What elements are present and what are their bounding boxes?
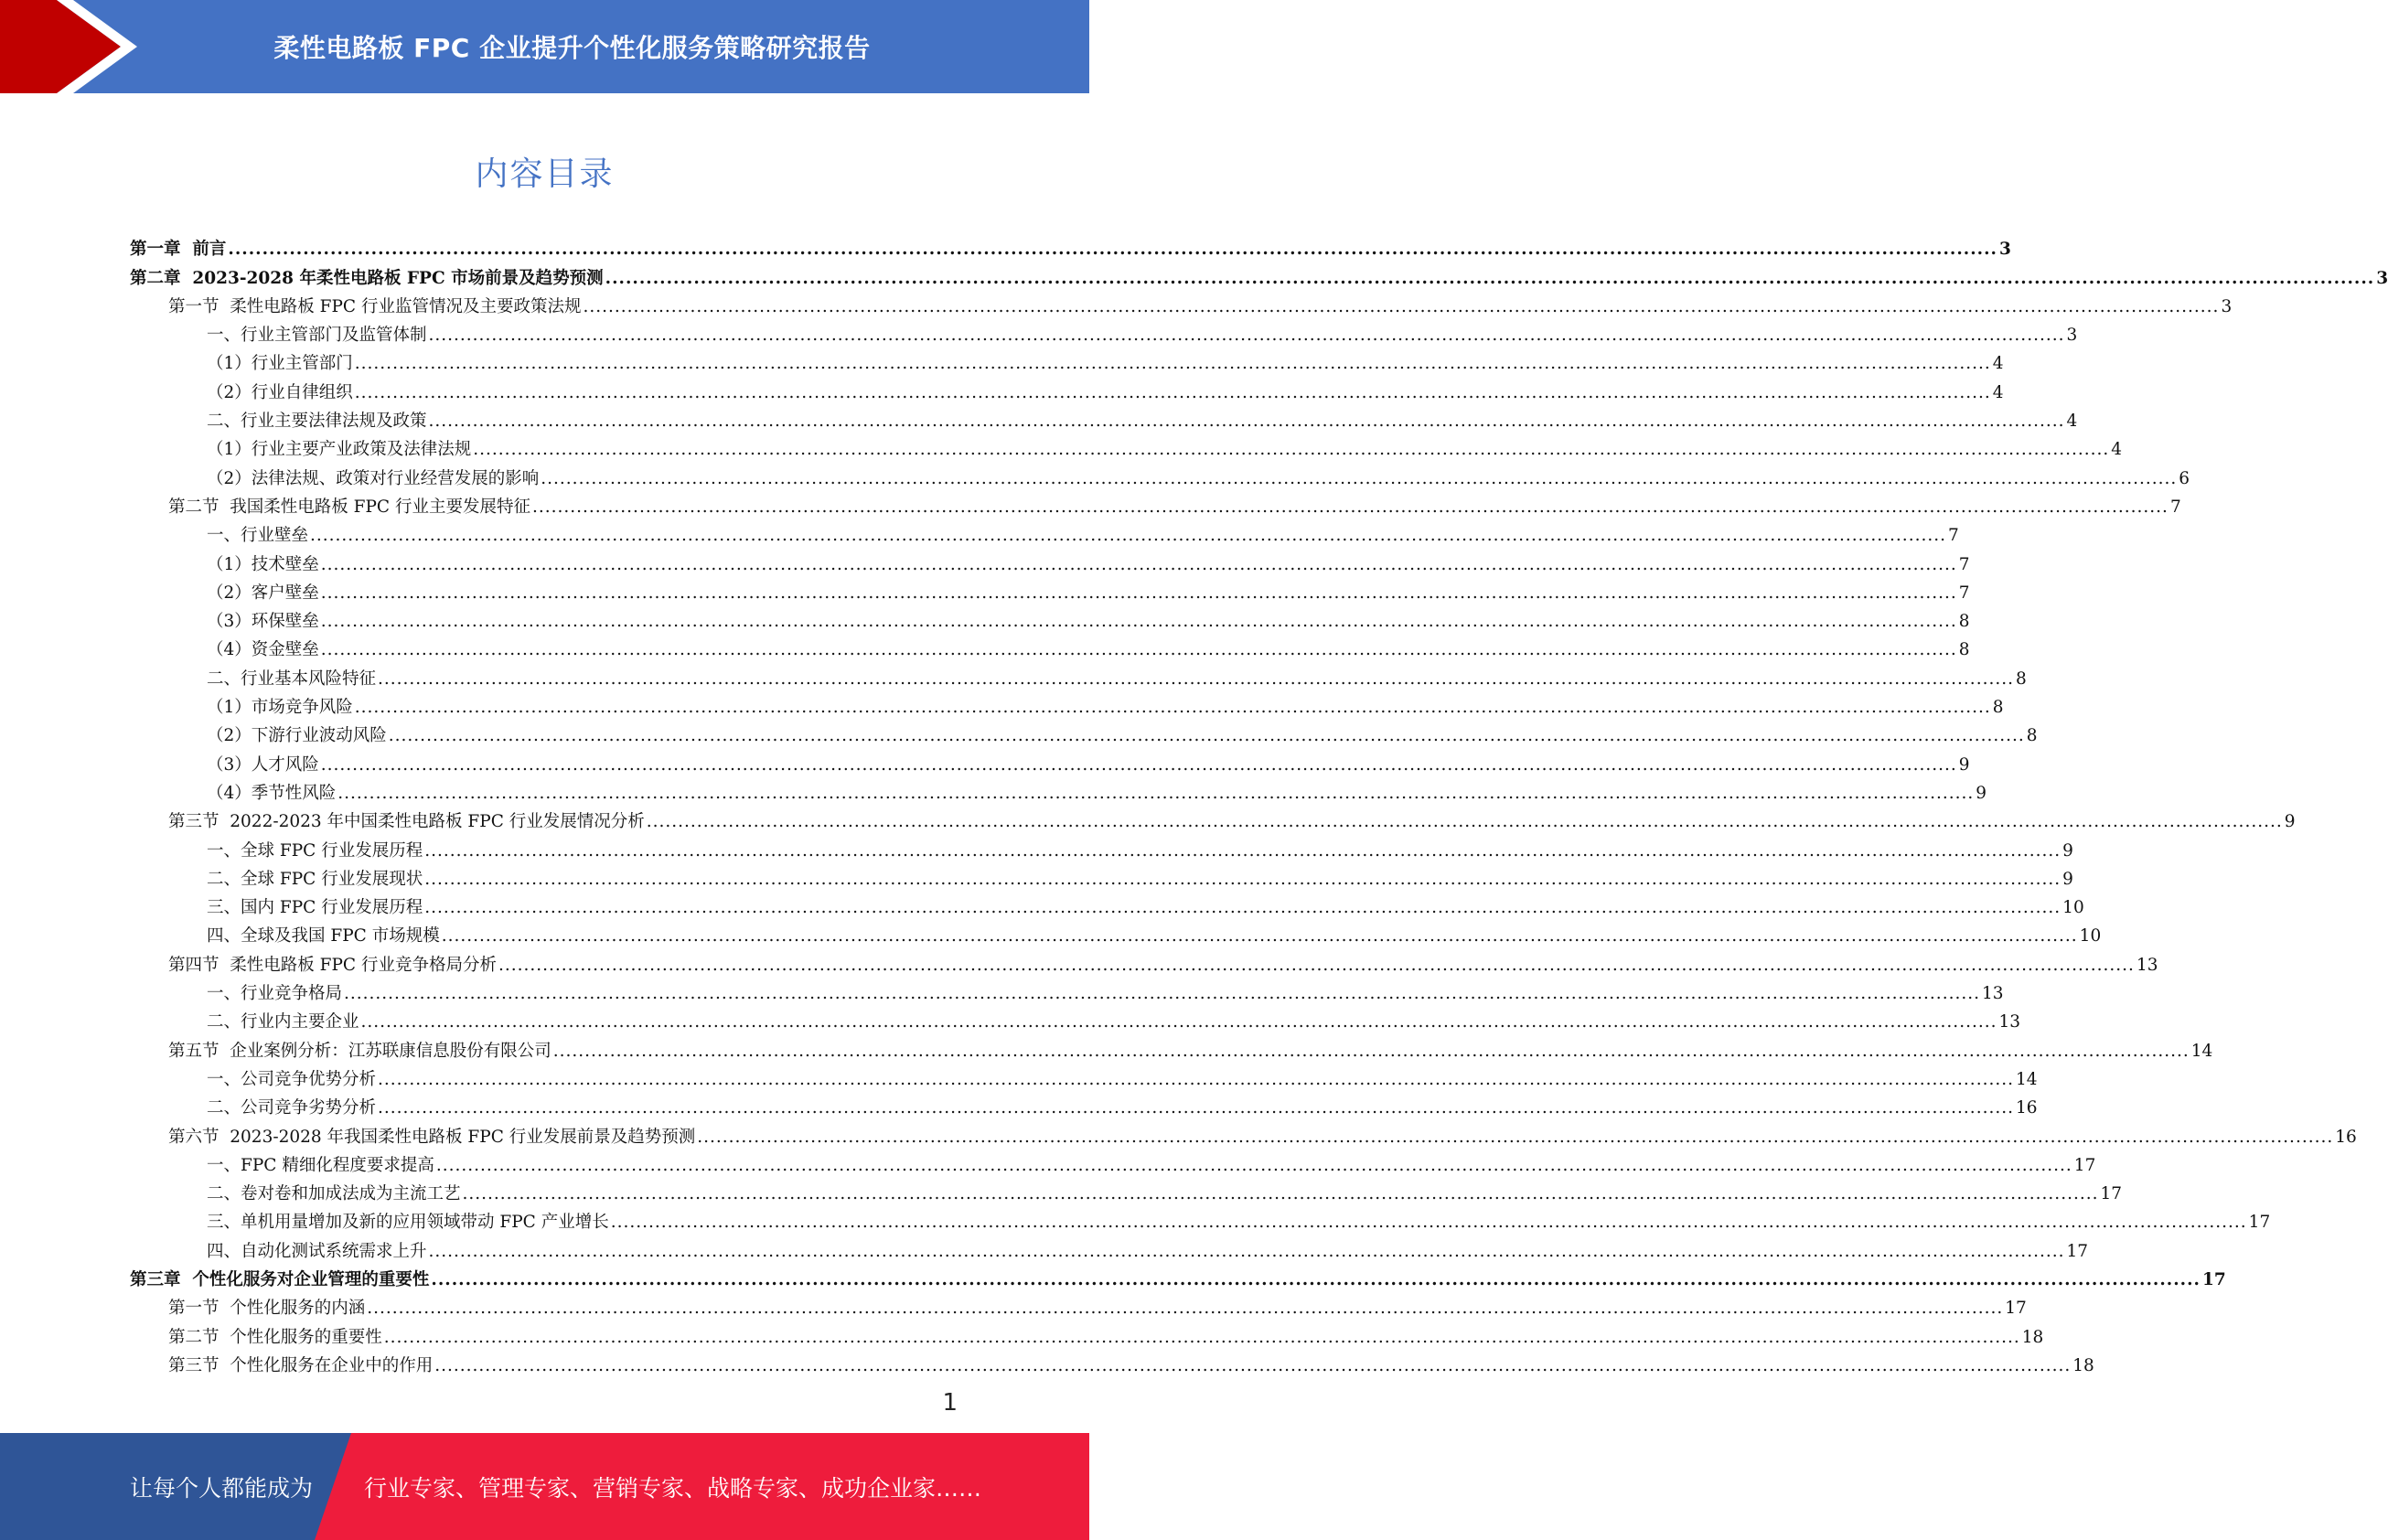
toc-entry-label: （2）客户壁垒	[207, 583, 319, 603]
toc-entry[interactable]	[130, 632, 1970, 660]
toc-entry[interactable]	[130, 1204, 2271, 1233]
toc-entry-label: 第三节 2022-2023 年中国柔性电路板 FPC 行业发展情况分析	[168, 812, 645, 832]
toc-entry-label: 第二节 个性化服务的重要性	[168, 1327, 382, 1347]
toc-entry-page: 3	[2221, 296, 2233, 316]
toc-dot-leader: ....................................................................................................................................................................................................................................................................	[337, 783, 1975, 803]
toc-entry[interactable]	[130, 346, 2004, 374]
toc-entry-label: 一、行业竞争格局	[207, 984, 343, 1004]
toc-entry[interactable]	[130, 518, 1959, 546]
toc-entry-label: 第二节 我国柔性电路板 FPC 行业主要发展特征	[168, 497, 530, 517]
toc-entry-label: （2）法律法规、政策对行业经营发展的影响	[207, 468, 540, 488]
toc-entry-page: 13	[1981, 984, 2004, 1004]
toc-dot-leader: ....................................................................................................................................................................................................................................................................	[583, 296, 2220, 316]
footer-slogan-right: 行业专家、管理专家、营销专家、战略专家、成功企业家……	[364, 1474, 982, 1502]
toc-entry-page: 8	[2026, 726, 2038, 746]
toc-dot-leader: ....................................................................................................................................................................................................................................................................	[498, 955, 2135, 975]
toc-entry-label: （1）市场竞争风险	[207, 698, 353, 718]
toc-dot-leader: ....................................................................................................................................................................................................................................................................	[431, 1269, 2201, 1289]
report-title: 柔性电路板 FPC 企业提升个性化服务策略研究报告	[273, 33, 871, 63]
toc-entry-label: 第三章 个性化服务对企业管理的重要性	[130, 1269, 430, 1289]
toc-heading: 内容目录	[475, 155, 615, 193]
table-of-contents	[130, 231, 2388, 1376]
toc-entry[interactable]	[130, 460, 2190, 488]
toc-dot-leader: ....................................................................................................................................................................................................................................................................	[228, 240, 1997, 260]
toc-entry-label: 第一节 个性化服务的内涵	[168, 1299, 366, 1319]
toc-entry[interactable]	[130, 604, 1970, 632]
toc-entry-page: 16	[2335, 1127, 2357, 1147]
toc-entry-label: 一、全球 FPC 行业发展历程	[207, 840, 423, 861]
toc-entry[interactable]	[130, 289, 2233, 317]
toc-entry-page: 17	[2201, 1269, 2226, 1289]
toc-entry-page: 18	[2021, 1327, 2044, 1347]
toc-entry-page: 9	[2062, 869, 2073, 889]
toc-entry-page: 3	[2066, 326, 2078, 346]
toc-entry-label: 第三节 个性化服务在企业中的作用	[168, 1355, 434, 1375]
toc-dot-leader: ....................................................................................................................................................................................................................................................................	[383, 1327, 2020, 1347]
toc-dot-leader: ....................................................................................................................................................................................................................................................................	[320, 583, 1957, 603]
toc-entry-page: 17	[2066, 1241, 2089, 1261]
toc-dot-leader: ....................................................................................................................................................................................................................................................................	[378, 1069, 2014, 1089]
toc-entry-label: 第四节 柔性电路板 FPC 行业竞争格局分析	[168, 955, 497, 975]
page-number: 1	[942, 1389, 958, 1417]
toc-entry[interactable]	[130, 489, 2181, 518]
toc-dot-leader: ....................................................................................................................................................................................................................................................................	[424, 840, 2061, 861]
toc-entry-page: 4	[1992, 354, 2004, 374]
toc-entry[interactable]	[130, 1004, 2021, 1032]
toc-dot-leader: ....................................................................................................................................................................................................................................................................	[462, 1184, 2099, 1204]
toc-entry-label: （1）行业主要产业政策及法律法规	[207, 440, 472, 460]
toc-entry-page: 7	[1947, 526, 1959, 546]
toc-entry-page: 14	[2015, 1069, 2038, 1089]
toc-entry-page: 8	[1958, 612, 1970, 632]
toc-entry-page: 8	[2015, 668, 2027, 689]
toc-dot-leader: ....................................................................................................................................................................................................................................................................	[344, 984, 1980, 1004]
toc-entry-label: 第五节 企业案例分析：江苏联康信息股份有限公司	[168, 1041, 551, 1061]
toc-entry[interactable]	[130, 260, 2388, 288]
toc-entry-label: 二、行业内主要企业	[207, 1012, 359, 1032]
toc-dot-leader: ....................................................................................................................................................................................................................................................................	[552, 1041, 2190, 1061]
toc-entry[interactable]	[130, 1118, 2357, 1147]
toc-entry[interactable]	[130, 690, 2004, 718]
toc-entry-page: 14	[2190, 1041, 2213, 1061]
toc-entry-page: 4	[2111, 440, 2123, 460]
toc-entry-label: 一、公司竞争优势分析	[207, 1069, 377, 1089]
toc-dot-leader: ....................................................................................................................................................................................................................................................................	[320, 754, 1957, 775]
toc-entry[interactable]	[130, 546, 1970, 574]
toc-entry-label: （2）行业自律组织	[207, 382, 353, 402]
toc-entry-page: 7	[1958, 583, 1970, 603]
toc-entry-label: 二、全球 FPC 行业发展现状	[207, 869, 423, 889]
toc-entry-label: 二、卷对卷和加成法成为主流工艺	[207, 1184, 461, 1204]
footer-slogan-left: 让每个人都能成为	[130, 1474, 314, 1502]
toc-entry[interactable]	[130, 1319, 2044, 1347]
toc-entry-label: 一、行业主管部门及监管体制	[207, 326, 427, 346]
toc-entry-page: 9	[1976, 783, 1987, 803]
toc-entry-page: 3	[1998, 240, 2011, 260]
toc-entry-label: 第六节 2023-2028 年我国柔性电路板 FPC 行业发展前景及趋势预测	[168, 1127, 696, 1147]
toc-entry-page: 7	[2169, 497, 2181, 517]
toc-entry-page: 9	[1958, 754, 1970, 775]
toc-entry[interactable]	[130, 432, 2123, 460]
toc-dot-leader: ....................................................................................................................................................................................................................................................................	[424, 898, 2061, 918]
toc-entry[interactable]	[130, 1090, 2038, 1118]
toc-entry[interactable]	[130, 403, 2078, 432]
toc-entry-page: 7	[1958, 554, 1970, 574]
toc-entry-page: 13	[2136, 955, 2158, 975]
toc-dot-leader: ....................................................................................................................................................................................................................................................................	[434, 1355, 2072, 1375]
toc-dot-leader: ....................................................................................................................................................................................................................................................................	[354, 698, 1991, 718]
toc-dot-leader: ....................................................................................................................................................................................................................................................................	[610, 1213, 2247, 1233]
toc-entry-label: （1）行业主管部门	[207, 354, 353, 374]
toc-dot-leader: ....................................................................................................................................................................................................................................................................	[424, 869, 2061, 889]
toc-entry-page: 17	[2073, 1155, 2096, 1175]
toc-dot-leader: ....................................................................................................................................................................................................................................................................	[367, 1299, 2004, 1319]
toc-dot-leader: ....................................................................................................................................................................................................................................................................	[388, 726, 2025, 746]
toc-entry-label: （1）技术壁垒	[207, 554, 319, 574]
header-banner	[0, 0, 1089, 102]
toc-entry[interactable]	[130, 1032, 2213, 1061]
toc-dot-leader: ....................................................................................................................................................................................................................................................................	[441, 926, 2078, 946]
toc-entry-label: 第一节 柔性电路板 FPC 行业监管情况及主要政策法规	[168, 296, 582, 316]
toc-entry-page: 18	[2072, 1355, 2094, 1375]
toc-entry[interactable]	[130, 317, 2078, 346]
toc-entry-label: 第一章 前言	[130, 240, 227, 260]
toc-entry[interactable]	[130, 575, 1970, 604]
toc-dot-leader: ....................................................................................................................................................................................................................................................................	[428, 326, 2065, 346]
toc-entry[interactable]	[130, 374, 2004, 402]
toc-entry-label: 四、全球及我国 FPC 市场规模	[207, 926, 440, 946]
toc-dot-leader: ....................................................................................................................................................................................................................................................................	[360, 1012, 1997, 1032]
toc-entry-label: 四、自动化测试系统需求上升	[207, 1241, 427, 1261]
toc-entry-page: 13	[1998, 1012, 2021, 1032]
toc-entry-page: 3	[2376, 268, 2388, 288]
toc-entry-label: 二、公司竞争劣势分析	[207, 1098, 377, 1118]
header-arrow-decoration	[0, 0, 146, 102]
toc-entry[interactable]	[130, 1262, 2226, 1290]
toc-entry-label: 二、行业基本风险特征	[207, 668, 377, 689]
toc-entry-page: 17	[2100, 1184, 2123, 1204]
toc-entry-label: （3）人才风险	[207, 754, 319, 775]
toc-dot-leader: ....................................................................................................................................................................................................................................................................	[428, 1241, 2065, 1261]
toc-entry[interactable]	[130, 976, 2004, 1004]
toc-entry[interactable]	[130, 718, 2038, 746]
toc-dot-leader: ....................................................................................................................................................................................................................................................................	[354, 354, 1991, 374]
toc-dot-leader: ....................................................................................................................................................................................................................................................................	[428, 412, 2065, 432]
header-divider	[0, 93, 1089, 102]
toc-entry-page: 17	[2005, 1299, 2027, 1319]
toc-entry-page: 8	[1992, 698, 2004, 718]
toc-entry-page: 17	[2248, 1213, 2271, 1233]
toc-entry[interactable]	[130, 832, 2073, 861]
toc-dot-leader: ....................................................................................................................................................................................................................................................................	[541, 468, 2178, 488]
toc-entry-page: 10	[2062, 898, 2084, 918]
toc-entry[interactable]	[130, 804, 2296, 832]
toc-entry[interactable]	[130, 231, 2011, 260]
toc-dot-leader: ....................................................................................................................................................................................................................................................................	[320, 640, 1957, 660]
toc-entry[interactable]	[130, 746, 1970, 775]
toc-entry-label: （2）下游行业波动风险	[207, 726, 387, 746]
toc-entry-label: 第二章 2023-2028 年柔性电路板 FPC 市场前景及趋势预测	[130, 268, 604, 288]
toc-entry[interactable]	[130, 1062, 2038, 1090]
toc-dot-leader: ....................................................................................................................................................................................................................................................................	[646, 812, 2283, 832]
toc-entry-page: 4	[1992, 382, 2004, 402]
toc-entry-page: 4	[2066, 412, 2078, 432]
toc-dot-leader: ....................................................................................................................................................................................................................................................................	[435, 1155, 2072, 1175]
toc-dot-leader: ....................................................................................................................................................................................................................................................................	[605, 268, 2375, 288]
toc-dot-leader: ....................................................................................................................................................................................................................................................................	[320, 554, 1957, 574]
toc-entry-label: 一、行业壁垒	[207, 526, 309, 546]
toc-entry-label: （4）资金壁垒	[207, 640, 319, 660]
toc-entry-page: 10	[2079, 926, 2102, 946]
toc-entry-label: 二、行业主要法律法规及政策	[207, 412, 427, 432]
toc-entry[interactable]	[130, 1290, 2027, 1319]
toc-entry-page: 6	[2179, 468, 2190, 488]
toc-entry-label: 三、国内 FPC 行业发展历程	[207, 898, 423, 918]
toc-entry[interactable]	[130, 1233, 2089, 1261]
toc-entry-label: 一、FPC 精细化程度要求提高	[207, 1155, 434, 1175]
toc-dot-leader: ....................................................................................................................................................................................................................................................................	[310, 526, 1946, 546]
toc-dot-leader: ....................................................................................................................................................................................................................................................................	[320, 612, 1957, 632]
toc-dot-leader: ....................................................................................................................................................................................................................................................................	[697, 1127, 2334, 1147]
footer-banner	[0, 1433, 1089, 1540]
toc-dot-leader: ....................................................................................................................................................................................................................................................................	[378, 668, 2014, 689]
toc-entry[interactable]	[130, 946, 2158, 975]
toc-entry-page: 16	[2015, 1098, 2038, 1118]
toc-entry[interactable]	[130, 918, 2102, 946]
toc-entry[interactable]	[130, 890, 2084, 918]
toc-entry-page: 9	[2062, 840, 2073, 861]
toc-entry-label: （4）季节性风险	[207, 783, 337, 803]
toc-entry[interactable]	[130, 861, 2073, 890]
toc-entry[interactable]	[130, 1176, 2123, 1204]
toc-entry[interactable]	[130, 660, 2027, 689]
toc-entry-label: （3）环保壁垒	[207, 612, 319, 632]
toc-dot-leader: ....................................................................................................................................................................................................................................................................	[473, 440, 2110, 460]
toc-entry-page: 8	[1958, 640, 1970, 660]
toc-entry[interactable]	[130, 775, 1987, 804]
toc-entry[interactable]	[130, 1148, 2096, 1176]
toc-dot-leader: ....................................................................................................................................................................................................................................................................	[531, 497, 2168, 517]
toc-entry-label: 三、单机用量增加及新的应用领域带动 FPC 产业增长	[207, 1213, 609, 1233]
toc-entry[interactable]	[130, 1348, 2094, 1376]
toc-dot-leader: ....................................................................................................................................................................................................................................................................	[354, 382, 1991, 402]
toc-entry-page: 9	[2284, 812, 2296, 832]
toc-dot-leader: ....................................................................................................................................................................................................................................................................	[378, 1098, 2014, 1118]
